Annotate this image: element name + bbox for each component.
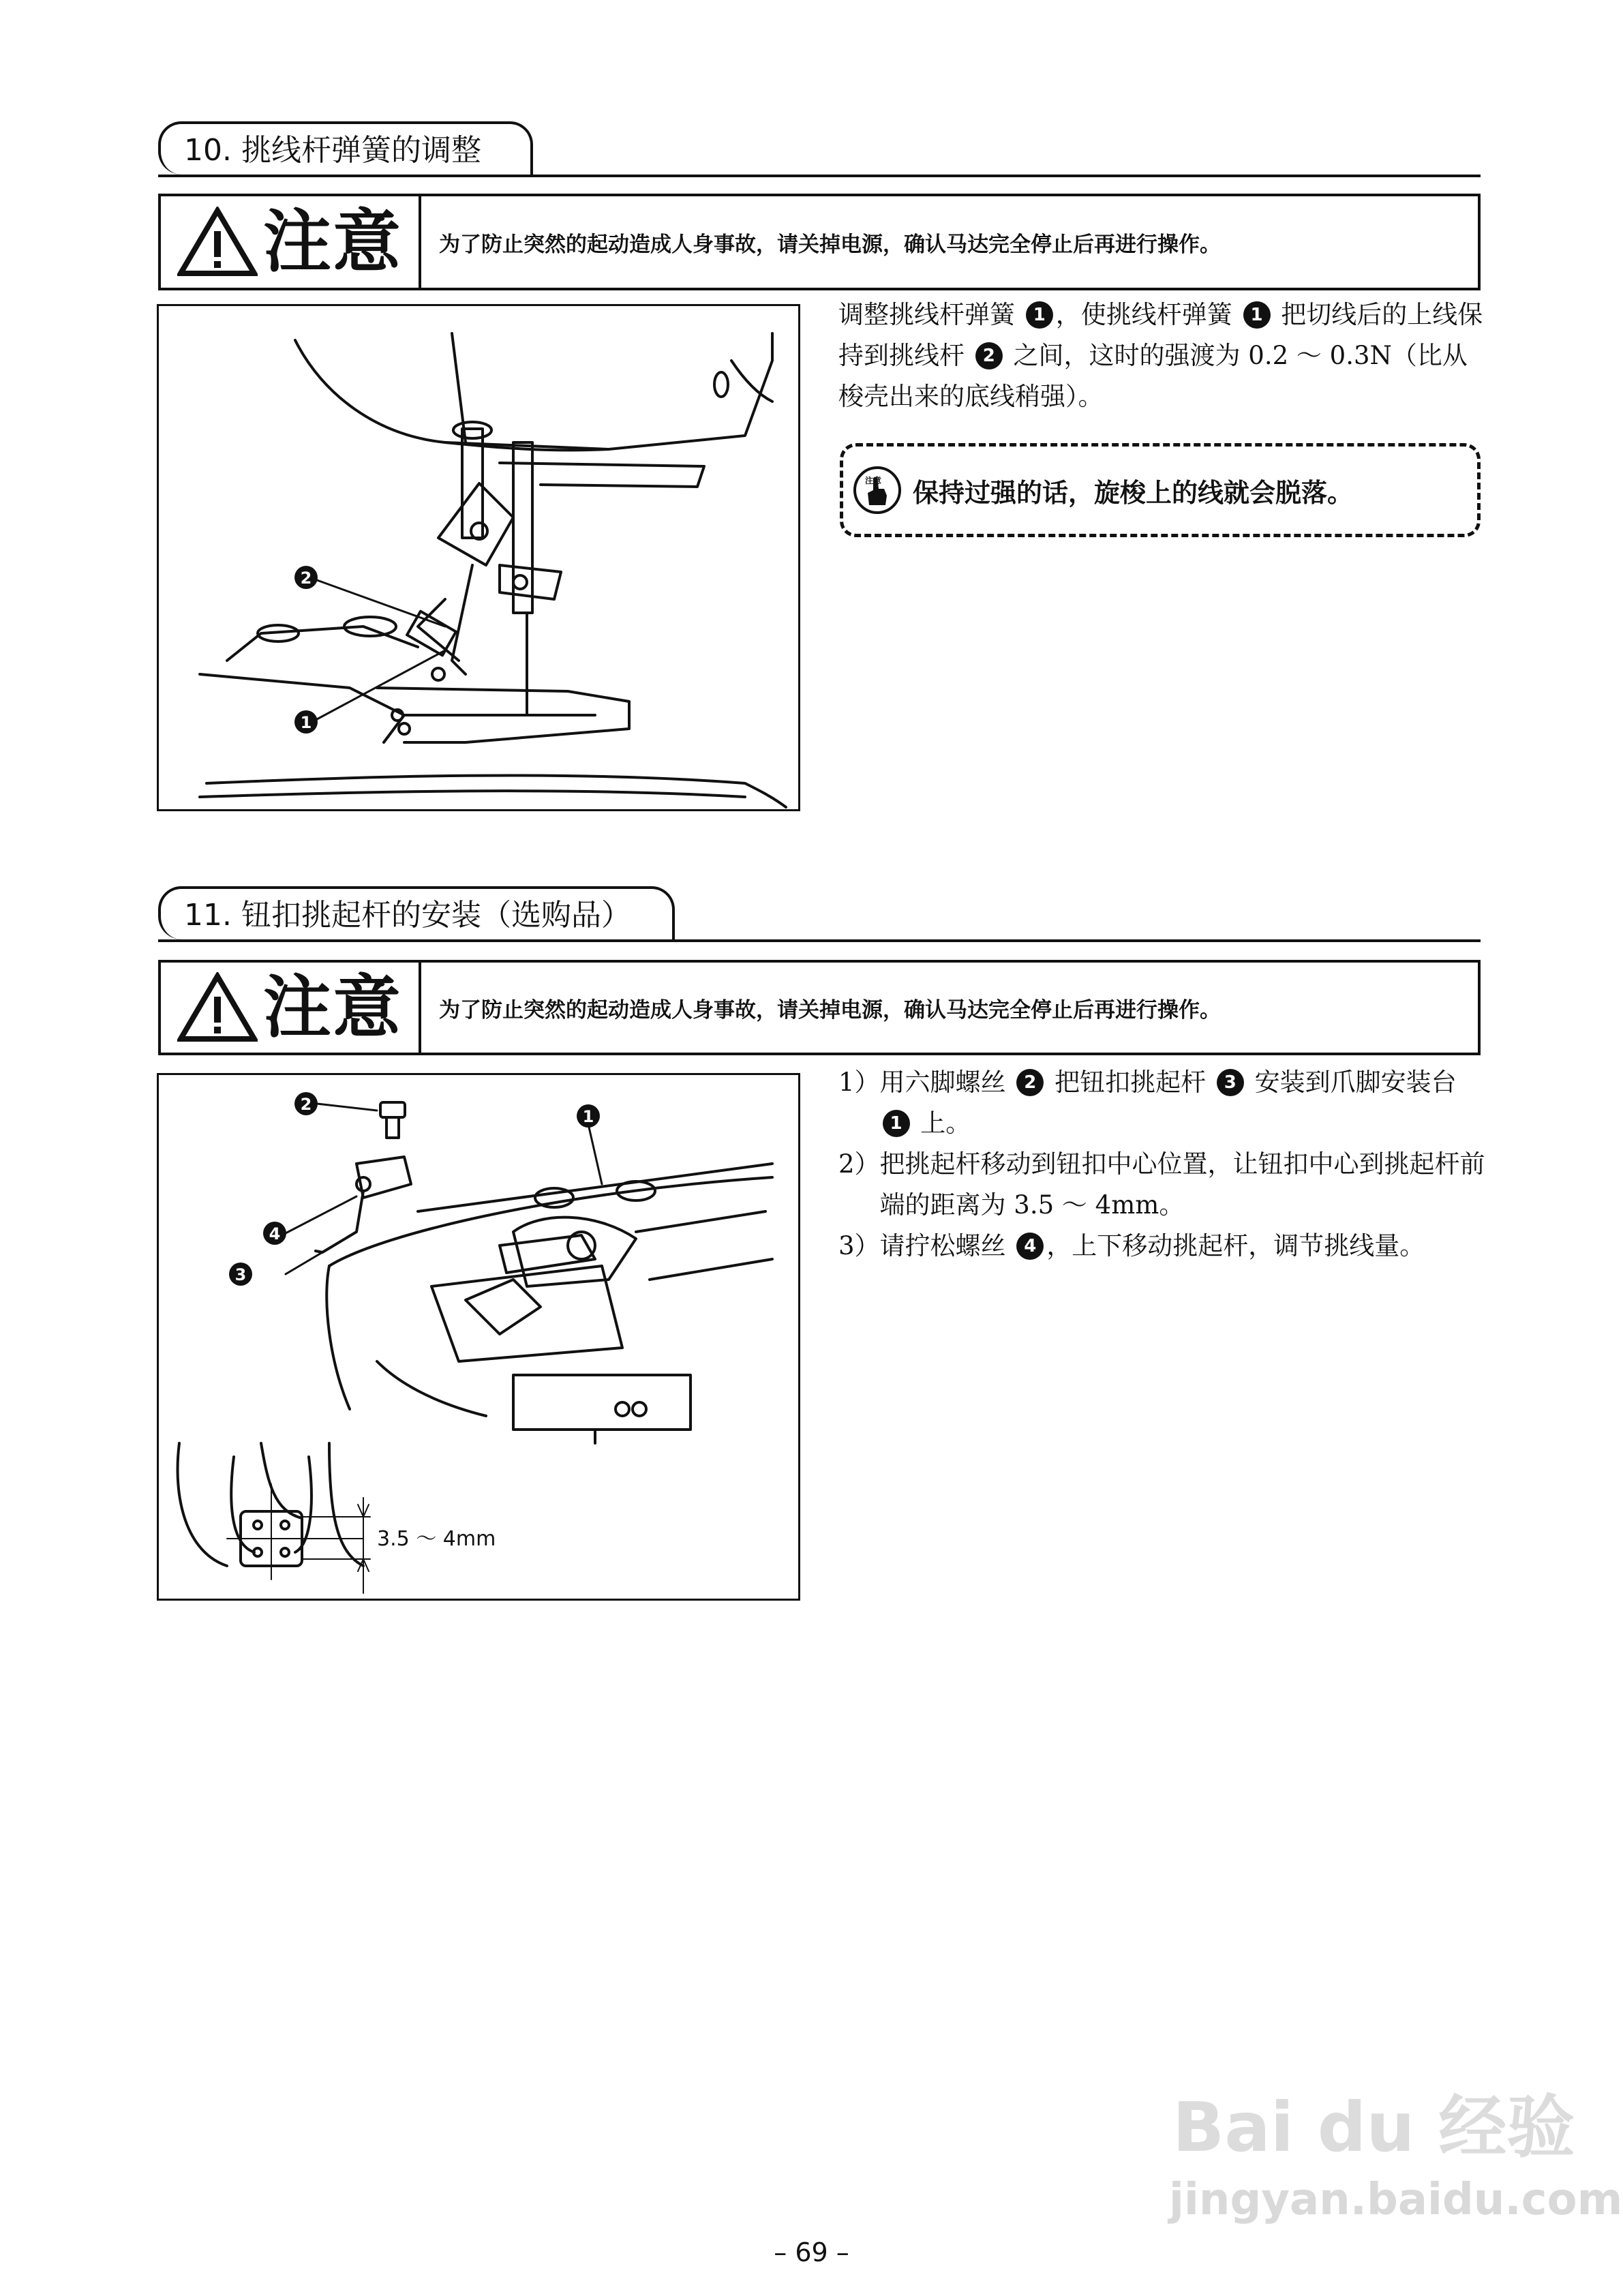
watermark-logo: Bai du 经验: [1172, 2087, 1575, 2167]
text-run: ，上下移动挑起杆，调节挑线量。: [1046, 1231, 1425, 1260]
callout-number: 3: [1217, 1069, 1244, 1096]
step-text: [880, 1062, 1486, 1144]
figure11-label-3: 3: [234, 1265, 247, 1284]
section-11-steps: [838, 1062, 1486, 1267]
thread-take-up-illustration: [159, 306, 798, 809]
caution-mark: [161, 963, 421, 1053]
text-run: ，使挑线杆弹簧: [1055, 300, 1241, 329]
text-run: 把切线后的上线保持到挑线杆: [838, 300, 1483, 370]
figure11-label-1: 1: [582, 1107, 594, 1126]
step-label: 2）: [838, 1149, 880, 1179]
section-11-rule: [158, 939, 1481, 942]
warning-triangle-icon: [177, 972, 258, 1043]
figure-button-lifting-lever: [157, 1073, 800, 1601]
step-text: [880, 1144, 1486, 1226]
caution-box-10: [158, 194, 1481, 290]
section-10-paragraph: [838, 294, 1486, 417]
note-icon-text: 注意: [865, 476, 882, 485]
text-run: 把钮扣挑起杆: [1046, 1068, 1214, 1097]
button-lever-illustration: [159, 1075, 798, 1599]
text-run: 请拧松螺丝: [879, 1231, 1014, 1260]
figure10-label-2: 2: [300, 569, 312, 588]
text-run: 上。: [912, 1108, 971, 1138]
note-text: 保持过强的话，旋梭上的线就会脱落。: [913, 477, 1354, 508]
callout-number: 2: [975, 342, 1003, 369]
figure-thread-take-up-spring: [157, 304, 800, 811]
step-label: 3）: [838, 1231, 880, 1260]
text-run: 安装到爪脚安装台: [1246, 1068, 1457, 1097]
caution-word: 注意: [263, 967, 402, 1047]
caution-mark: [161, 196, 421, 288]
dimension-text: 3.5 ～ 4mm: [377, 1527, 496, 1551]
warning-triangle-icon: [177, 207, 258, 277]
callout-number: 1: [883, 1110, 910, 1137]
caution-text: 为了防止突然的起动造成人身事故，请关掉电源，确认马达完全停止后再进行操作。: [439, 232, 1221, 257]
callout-number: 1: [1026, 301, 1053, 329]
step-text: [880, 1226, 1425, 1267]
step-item: [838, 1144, 1486, 1226]
caution-hand-icon: [853, 466, 902, 515]
text-run: 调整挑线杆弹簧: [838, 300, 1023, 329]
text-run: 把挑起杆移动到钮扣中心位置，让钮扣中心到挑起杆前端的距离为 3.5 ～ 4mm。: [879, 1149, 1485, 1220]
step-label: 1）: [838, 1068, 880, 1097]
step-item: [838, 1226, 1486, 1267]
section-10-rule: [158, 175, 1481, 177]
figure10-label-1: 1: [300, 713, 312, 732]
step-item: [838, 1062, 1486, 1144]
note-box: [840, 443, 1481, 537]
caution-word: 注意: [263, 202, 402, 282]
page-number: – 69 –: [774, 2237, 849, 2267]
caution-box-11: [158, 960, 1481, 1055]
callout-number: 1: [1243, 301, 1271, 329]
section-10-title: 10. 挑线杆弹簧的调整: [158, 121, 533, 175]
callout-number: 2: [1016, 1069, 1044, 1096]
text-run: 之间，这时的强渡为 0.2 ～ 0.3N（比从梭壳出来的底线稍强）。: [838, 341, 1468, 411]
watermark-url: jingyan.baidu.com: [1169, 2175, 1623, 2225]
section-11-title: 11. 钮扣挑起杆的安装（选购品）: [158, 886, 675, 939]
text-run: 用六脚螺丝: [879, 1068, 1014, 1097]
callout-number: 4: [1016, 1233, 1044, 1260]
caution-text: 为了防止突然的起动造成人身事故，请关掉电源，确认马达完全停止后再进行操作。: [439, 997, 1221, 1023]
figure11-label-2: 2: [300, 1095, 312, 1114]
figure11-label-4: 4: [269, 1224, 281, 1243]
